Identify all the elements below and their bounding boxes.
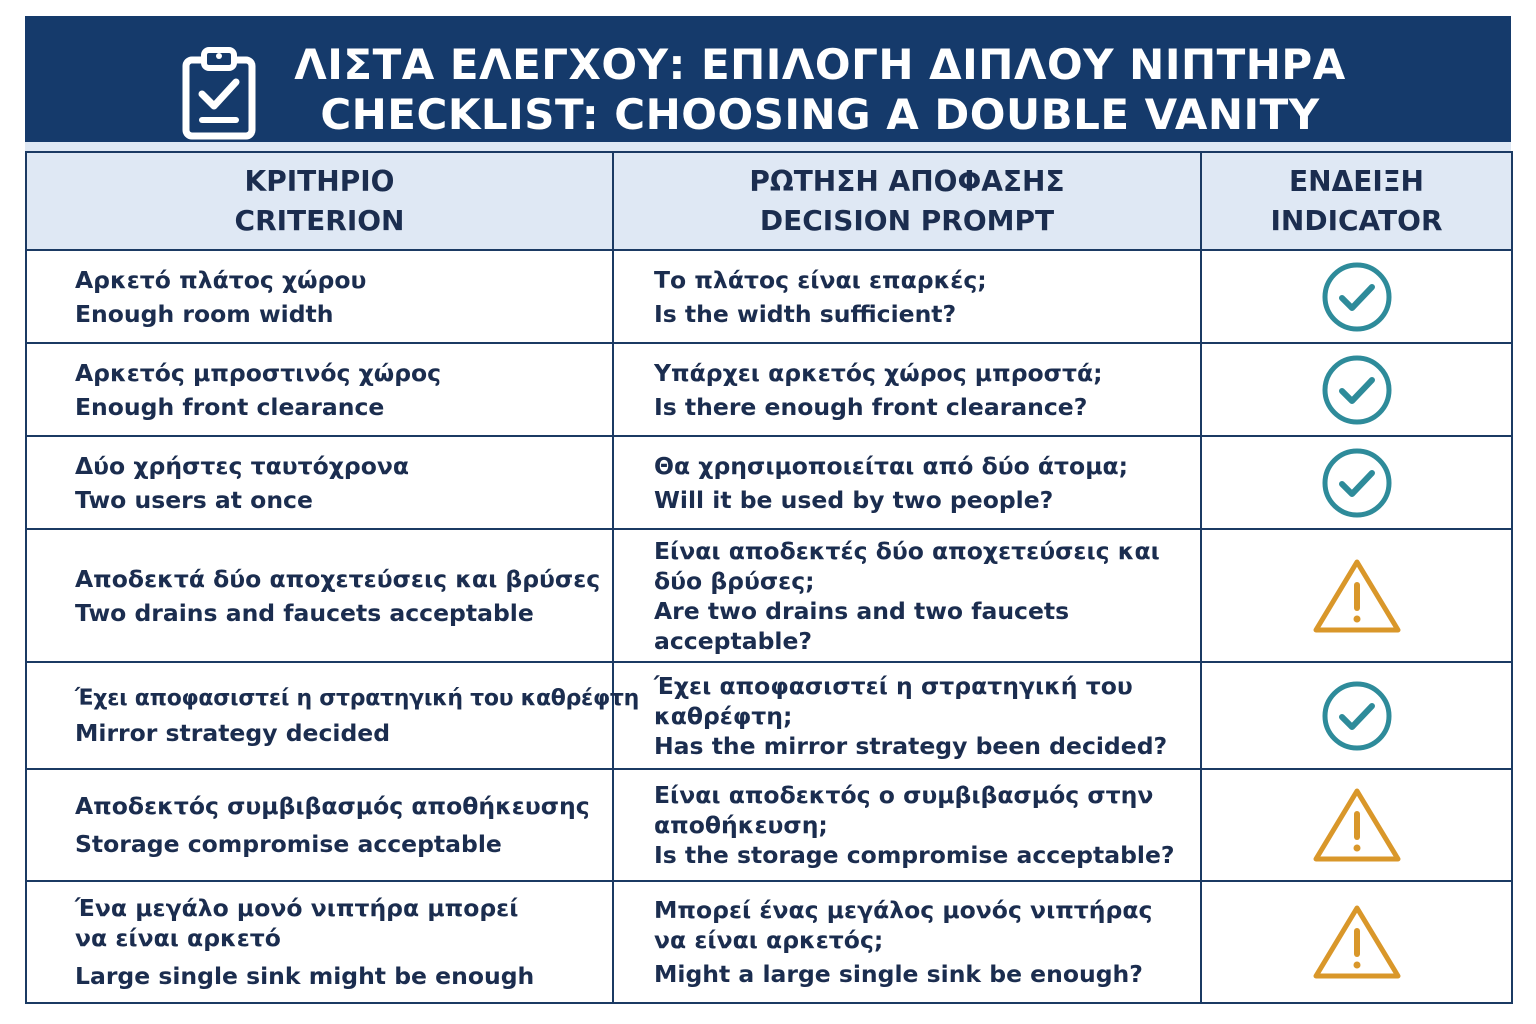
checklist-table [25, 151, 1513, 1004]
table-row [26, 250, 1512, 343]
criterion-cell: Ένα μεγάλο μονό νιπτήρα μπορεί να είναι αρκετό Large single sink might be enough [26, 881, 613, 1003]
indicator-cell [1201, 769, 1512, 881]
table-row [26, 662, 1512, 769]
criterion-cell: Αρκετό πλάτος χώρου Enough room width [26, 250, 613, 343]
warning-triangle-icon [1312, 557, 1402, 635]
title-greek: ΛΙΣΤΑ ΕΛΕΓΧΟΥ: ΕΠΙΛΟΓΗ ΔΙΠΛΟΥ ΝΙΠΤΗΡΑ [294, 40, 1346, 89]
column-header-criterion: ΚΡΙΤΗΡΙΟ CRITERION [26, 152, 613, 250]
criterion-cell: Αποδεκτός συμβιβασμός αποθήκευσης Storage compromise acceptable [26, 769, 613, 881]
check-circle-icon [1321, 261, 1393, 333]
criterion-cell: Δύο χρήστες ταυτόχρονα Two users at once [26, 436, 613, 529]
indicator-cell [1201, 529, 1512, 662]
warning-triangle-icon [1312, 786, 1402, 864]
prompt-cell: Είναι αποδεκτός ο συμβιβασμός στην αποθήκευση; Is the storage compromise acceptable? [613, 769, 1201, 881]
criterion-cell: Αρκετός μπροστινός χώρος Enough front clearance [26, 343, 613, 436]
criterion-cell: Έχει αποφασιστεί η στρατηγική του καθρέφτη Mirror strategy decided [26, 662, 613, 769]
indicator-cell [1201, 343, 1512, 436]
column-header-prompt: ΡΩΤΗΣΗ ΑΠΟΦΑΣΗΣ DECISION PROMPT [613, 152, 1201, 250]
prompt-cell: Μπορεί ένας μεγάλος μονός νιπτήρας να είναι αρκετός; Might a large single sink be enough? [613, 881, 1201, 1003]
table-row [26, 343, 1512, 436]
check-circle-icon [1321, 447, 1393, 519]
prompt-cell: Υπάρχει αρκετός χώρος μπροστά; Is there enough front clearance? [613, 343, 1201, 436]
table-header-row [26, 152, 1512, 250]
prompt-cell: Το πλάτος είναι επαρκές; Is the width sufficient? [613, 250, 1201, 343]
page-title [255, 40, 1385, 140]
table-row [26, 436, 1512, 529]
page-header [25, 16, 1511, 142]
check-circle-icon [1321, 354, 1393, 426]
warning-triangle-icon [1312, 903, 1402, 981]
indicator-cell [1201, 662, 1512, 769]
prompt-cell: Είναι αποδεκτές δύο αποχετεύσεις και δύο βρύσες; Are two drains and two faucets acceptable? [613, 529, 1201, 662]
table-row [26, 769, 1512, 881]
header-divider [25, 142, 1511, 151]
table-row [26, 881, 1512, 1003]
indicator-cell [1201, 250, 1512, 343]
column-header-indicator: ΕΝΔΕΙΞΗ INDICATOR [1201, 152, 1512, 250]
indicator-cell [1201, 881, 1512, 1003]
criterion-cell: Αποδεκτά δύο αποχετεύσεις και βρύσες Two drains and faucets acceptable [26, 529, 613, 662]
indicator-cell [1201, 436, 1512, 529]
prompt-cell: Έχει αποφασιστεί η στρατηγική του καθρέφτη; Has the mirror strategy been decided? [613, 662, 1201, 769]
clipboard-check-icon [180, 44, 260, 142]
prompt-cell: Θα χρησιμοποιείται από δύο άτομα; Will it be used by two people? [613, 436, 1201, 529]
check-circle-icon [1321, 680, 1393, 752]
title-english: CHECKLIST: CHOOSING A DOUBLE VANITY [320, 90, 1320, 139]
table-row [26, 529, 1512, 662]
